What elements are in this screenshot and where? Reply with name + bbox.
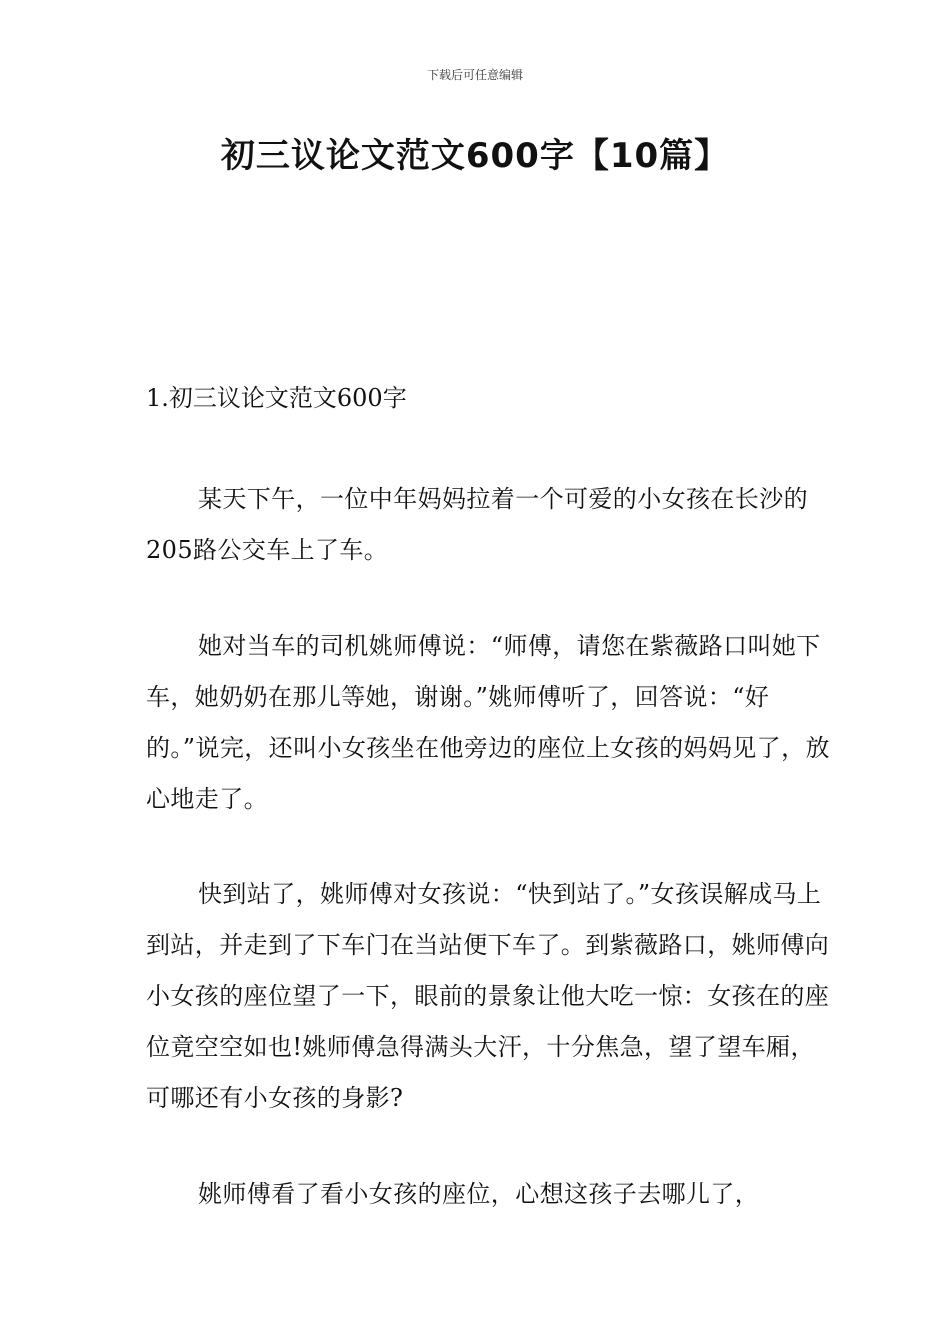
paragraph-1: 某天下午，一位中年妈妈拉着一个可爱的小女孩在长沙的205路公交车上了车。 <box>146 485 808 564</box>
header-note: 下载后可任意编辑 <box>426 68 523 82</box>
document-title: 初三议论文范文600字【10篇】 <box>220 136 730 176</box>
paragraph-3: 快到站了，姚师傅对女孩说：“快到站了。”女孩误解成马上到站，并走到了下车门在当站便下车了。到紫薇路口，姚师傅向小女孩的座位望了一下，眼前的景象让他大吃一惊：女孩在的座位竟空空如也!姚师傅急得满头大汗，十分焦急，望了望车厢，可哪还有小女孩的身影? <box>146 880 830 1112</box>
paragraph-4: 姚师傅看了看小女孩的座位，心想这孩子去哪儿了， <box>198 1180 760 1208</box>
section-heading: 1.初三议论文范文600字 <box>146 384 407 412</box>
paragraph-2: 她对当车的司机姚师傅说：“师傅，请您在紫薇路口叫她下车，她奶奶在那儿等她，谢谢。”姚师傅听了，回答说：“好的。”说完，还叫小女孩坐在他旁边的座位上女孩的妈妈见了，放心地走了。 <box>146 632 830 813</box>
